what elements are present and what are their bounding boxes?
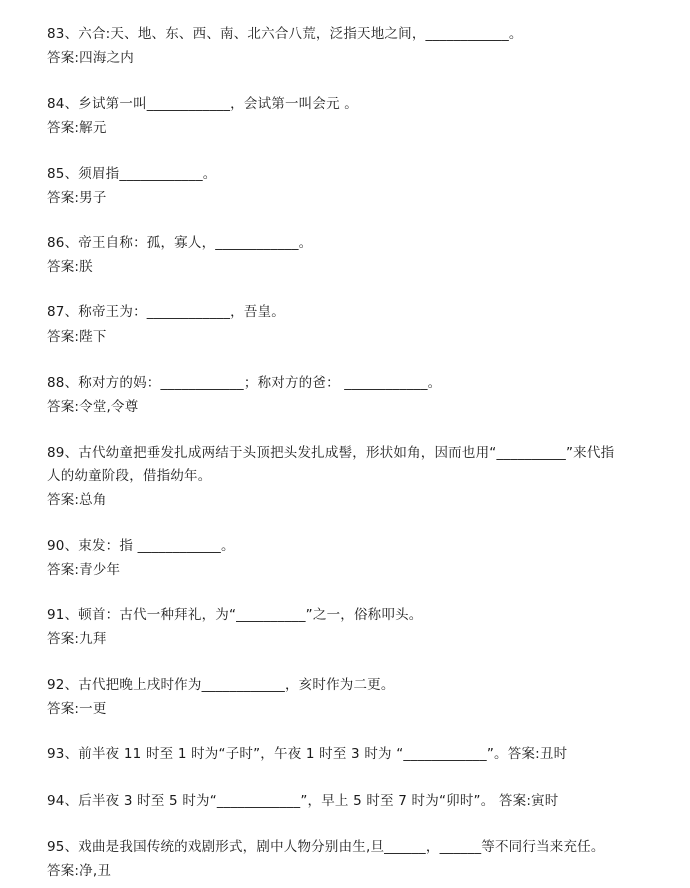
answer-85: 答案:男子 [47, 190, 107, 206]
answer-95: 答案:净,丑 [47, 863, 112, 879]
answer-91: 答案:九拜 [47, 631, 107, 647]
question-91: 91、顿首：古代一种拜礼，为“__________”之一，俗称叩头。 [47, 607, 423, 623]
question-90: 90、束发：指 ____________。 [47, 538, 235, 554]
question-89: 89、古代幼童把垂发扎成两结于头顶把头发扎成髻，形状如角，因而也用“__________”来代指 [47, 445, 615, 461]
question-92: 92、古代把晚上戌时作为____________，亥时作为二更。 [47, 677, 395, 693]
question-83: 83、六合:天、地、东、西、南、北六合八荒，泛指天地之间，____________。 [47, 26, 523, 42]
question-88: 88、称对方的妈：____________；称对方的爸： ____________。 [47, 375, 442, 391]
answer-92: 答案:一更 [47, 701, 107, 717]
answer-90: 答案:青少年 [47, 562, 121, 578]
question-84: 84、乡试第一叫____________，会试第一叫会元 。 [47, 96, 358, 112]
question-86: 86、帝王自称：孤，寡人，____________。 [47, 235, 313, 251]
question-94: 94、后半夜 3 时至 5 时为“____________”，早上 5 时至 7 时为“卯时”。 答案:寅时 [47, 793, 559, 809]
question-85: 85、须眉指____________。 [47, 166, 217, 182]
question-89-continued: 人的幼童阶段，借指幼年。 [47, 468, 212, 484]
question-93: 93、前半夜 11 时至 1 时为“子时”，午夜 1 时至 3 时为 “____________”。答案:丑时 [47, 746, 568, 762]
answer-83: 答案:四海之内 [47, 50, 134, 66]
answer-89: 答案:总角 [47, 492, 107, 508]
question-87: 87、称帝王为：____________，吾皇。 [47, 304, 285, 320]
question-95: 95、戏曲是我国传统的戏剧形式，剧中人物分别由生,旦______，______等不同行当来充任。 [47, 839, 605, 855]
answer-87: 答案:陛下 [47, 329, 107, 345]
answer-88: 答案:令堂,令尊 [47, 399, 139, 415]
answer-84: 答案:解元 [47, 120, 107, 136]
answer-86: 答案:朕 [47, 259, 93, 275]
